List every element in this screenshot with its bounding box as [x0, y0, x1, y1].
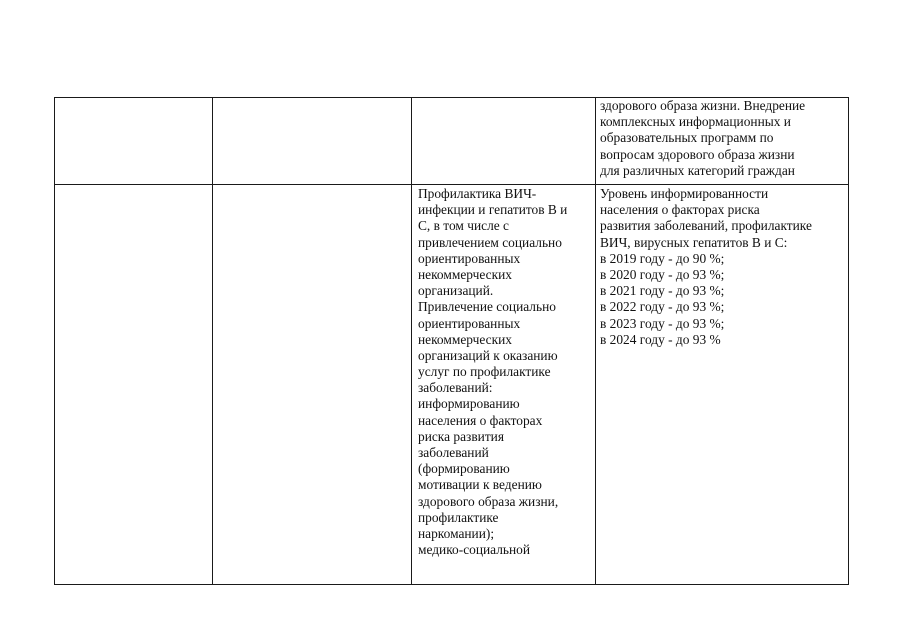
text-line: медико-социальной: [418, 542, 531, 558]
text-line: организаций к оказанию: [418, 347, 558, 363]
text-line: населения о факторах риска: [600, 202, 760, 218]
text-line: в 2019 году - до 90 %;: [600, 250, 725, 266]
text-line: для различных категорий граждан: [600, 162, 795, 178]
text-line: риска развития: [418, 428, 504, 444]
text-line: информированию: [418, 396, 520, 412]
text-line: привлечением социально: [418, 234, 562, 250]
text-line: здорового образа жизни. Внедрение: [600, 98, 806, 113]
text-line: в 2021 году - до 93 %;: [600, 283, 725, 299]
column-divider-2: [411, 97, 412, 585]
text-line: здорового образа жизни,: [418, 493, 559, 509]
text-line: вопросам здорового образа жизни: [600, 146, 795, 162]
text-line: Профилактика ВИЧ-: [418, 186, 537, 201]
row-divider: [54, 184, 849, 185]
text-line: С, в том числе с: [418, 218, 509, 234]
text-line: мотивации к ведению: [418, 477, 542, 493]
text-line: Привлечение социально: [418, 299, 556, 315]
text-line: наркомании);: [418, 525, 495, 541]
text-line: в 2023 году - до 93 %;: [600, 315, 725, 331]
text-line: в 2024 году - до 93 %: [600, 331, 721, 347]
text-line: услуг по профилактике: [418, 364, 551, 380]
text-line: ВИЧ, вирусных гепатитов В и С:: [600, 234, 788, 250]
text-line: некоммерческих: [418, 331, 512, 347]
table-right-border: [848, 97, 849, 585]
text-line: (формированию: [418, 461, 510, 477]
text-line: в 2022 году - до 93 %;: [600, 299, 725, 315]
text-line: инфекции и гепатитов В и: [418, 202, 568, 218]
text-line: населения о факторах: [418, 412, 543, 428]
table-left-border: [54, 97, 55, 585]
column-divider-1: [212, 97, 213, 585]
text-line: заболеваний: [418, 445, 489, 460]
row2-col3-text: [418, 186, 567, 558]
text-line: в 2020 году - до 93 %;: [600, 266, 725, 282]
text-line: организаций.: [418, 283, 494, 299]
text-line: комплексных информационных и: [600, 114, 791, 130]
text-line: Уровень информированности: [600, 186, 769, 201]
text-line: заболеваний:: [418, 380, 493, 396]
table-bottom-border: [54, 584, 849, 585]
text-line: ориентированных: [418, 250, 521, 266]
column-divider-3: [595, 97, 596, 585]
text-line: некоммерческих: [418, 266, 512, 282]
row1-col4-text: [600, 98, 805, 179]
text-line: профилактике: [418, 509, 499, 525]
row2-col4-text: [600, 186, 812, 348]
text-line: развития заболеваний, профилактике: [600, 218, 812, 234]
text-line: образовательных программ по: [600, 130, 774, 146]
text-line: ориентированных: [418, 315, 521, 331]
